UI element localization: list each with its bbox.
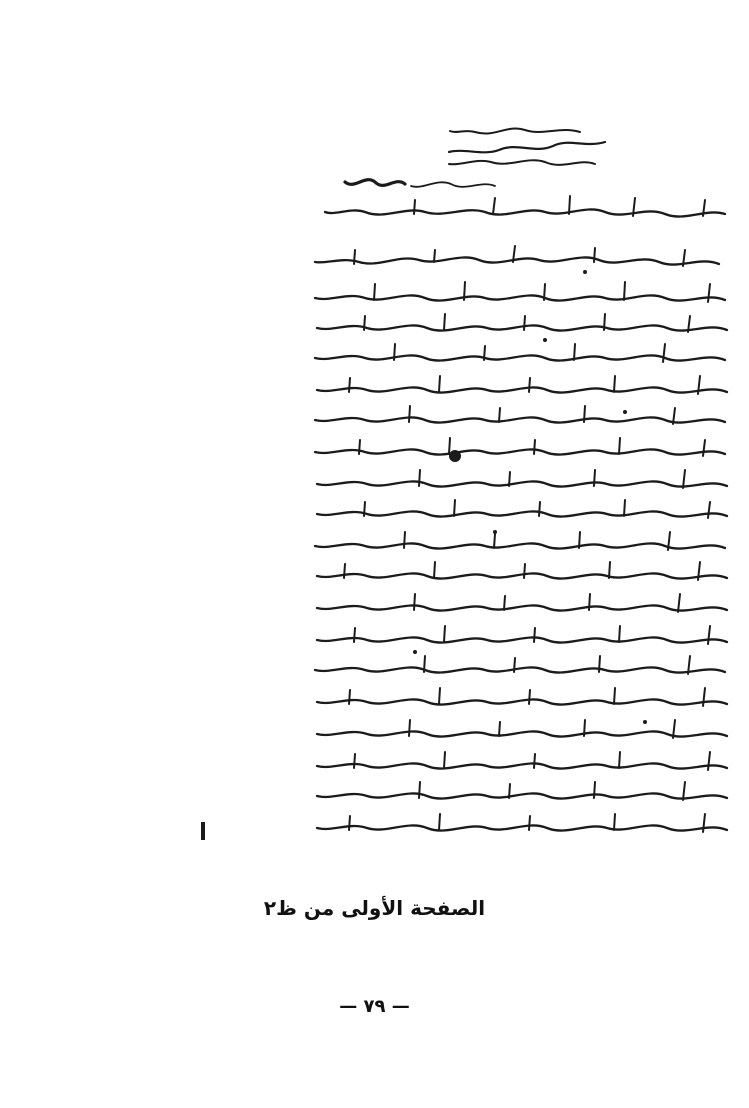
manuscript-page-image <box>165 112 749 852</box>
page-number: — ٧٩ — <box>339 996 410 1017</box>
handwritten-arabic-manuscript-icon <box>165 112 749 852</box>
page-caption: الصفحة الأولى من ظ٢ <box>263 896 486 920</box>
